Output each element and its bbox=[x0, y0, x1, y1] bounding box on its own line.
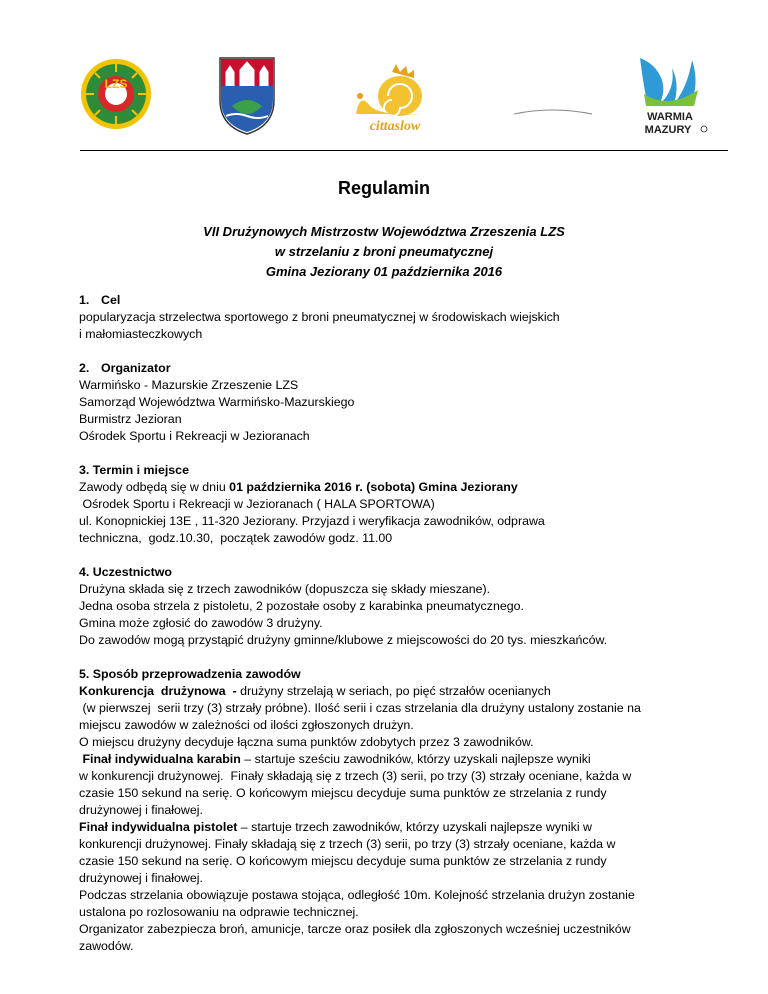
paragraph-line: Drużyna składa się z trzech zawodników (dopuszcza się składy mieszane). bbox=[79, 582, 491, 596]
paragraph-line: Warmińsko - Mazurskie Zrzeszenie LZS bbox=[79, 378, 299, 392]
gmina-crest-logo bbox=[218, 56, 276, 136]
paragraph-line: zawodów. bbox=[79, 939, 134, 953]
cittaslow-logo-text: cittaslow bbox=[369, 119, 421, 134]
section-organizator bbox=[79, 360, 719, 445]
warmia-line1: WARMIA bbox=[647, 111, 693, 123]
section-heading: 3. Termin i miejsce bbox=[79, 463, 189, 477]
page-title: Regulamin bbox=[337, 178, 430, 198]
section-heading: 1. Cel bbox=[79, 293, 121, 307]
paragraph-line: Do zawodów mogą przystąpić drużyny gminne/klubowe z miejscowości do 20 tys. mieszkańców. bbox=[79, 633, 608, 647]
paragraph-line: Podczas strzelania obowiązuje postawa stojąca, odległość 10m. Kolejność strzelania drużyn zostanie bbox=[79, 888, 635, 902]
paragraph-line: Gmina może zgłosić do zawodów 3 drużyny. bbox=[79, 616, 323, 630]
paragraph-line: drużynowej i finałowej. bbox=[79, 871, 203, 885]
paragraph-line: konkurencji drużynowej. Finały składają się z trzech (3) serii, po trzy (3) strzały oceniane, każda w bbox=[79, 837, 616, 851]
lzs-logo-text: LZS bbox=[104, 77, 128, 91]
warmia-line2: MAZURY bbox=[644, 124, 692, 136]
paragraph-line: O miejscu drużyny decyduje łączna suma punktów zdobytych przez 3 zawodników. bbox=[79, 735, 534, 749]
subtitle-line: Gmina Jeziorany 01 października 2016 bbox=[265, 264, 503, 279]
section-heading: 2. Organizator bbox=[79, 361, 171, 375]
paragraph-line: i małomiasteczkowych bbox=[79, 327, 203, 341]
logo-bar bbox=[0, 50, 768, 150]
paragraph-line: Jedna osoba strzela z pistoletu, 2 pozostałe osoby z karabinka pneumatycznego. bbox=[79, 599, 524, 613]
paragraph-line: Konkurencja drużynowa - drużyny strzelają w seriach, po pięć strzałów ocenianych bbox=[79, 684, 551, 698]
section-termin bbox=[79, 462, 719, 547]
section-heading: 5. Sposób przeprowadzenia zawodów bbox=[79, 667, 301, 681]
paragraph-line: ul. Konopnickiej 13E , 11-320 Jeziorany. Przyjazd i weryfikacja zawodników, odprawa bbox=[79, 514, 545, 528]
subtitle-line: w strzelaniu z broni pneumatycznej bbox=[274, 244, 494, 259]
paragraph-line: (w pierwszej serii trzy (3) strzały próbne). Ilość serii i czas strzelania dla drużyny ustalony zostanie na bbox=[79, 701, 641, 715]
paragraph-line: w konkurencji drużynowej. Finały składają się z trzech (3) serii, po trzy (3) strzały oceniane, każda w bbox=[79, 769, 632, 783]
section-sposob bbox=[79, 666, 719, 955]
section-uczestnictwo bbox=[79, 564, 719, 649]
paragraph-line: Samorząd Województwa Warmińsko-Mazurskiego bbox=[79, 395, 355, 409]
paragraph-line: Ośrodek Sportu i Rekreacji w Jezioranach ( HALA SPORTOWA) bbox=[79, 497, 435, 511]
paragraph-line: Burmistrz Jezioran bbox=[79, 412, 182, 426]
header-rule bbox=[80, 150, 728, 151]
cittaslow-logo bbox=[350, 62, 440, 134]
section-cel bbox=[79, 292, 719, 343]
paragraph-line: Organizator zabezpiecza broń, amunicje, tarcze oraz posiłek dla zgłoszonych wcześniej uczestników bbox=[79, 922, 631, 936]
paragraph-line: techniczna, godz.10.30, początek zawodów godz. 11.00 bbox=[79, 531, 393, 545]
document-body bbox=[79, 292, 719, 972]
subtitle-line: VII Drużynowych Mistrzostw Województwa Zrzeszenia LZS bbox=[203, 224, 565, 239]
lzs-logo bbox=[80, 58, 152, 130]
paragraph-line: drużynowej i finałowej. bbox=[79, 803, 203, 817]
paragraph-line: czasie 150 sekund na serię. O końcowym miejscu decyduje suma punktów ze strzelania z rundy bbox=[79, 786, 607, 800]
paragraph-line: Ośrodek Sportu i Rekreacji w Jezioranach bbox=[79, 429, 310, 443]
paragraph-line: popularyzacja strzelectwa sportowego z broni pneumatycznej w środowiskach wiejskich bbox=[79, 310, 560, 324]
paragraph-line: czasie 150 sekund na serię. O końcowym miejscu decyduje suma punktów ze strzelania z rundy bbox=[79, 854, 607, 868]
orsir-logo bbox=[508, 84, 596, 124]
paragraph-line: Finał indywidualna pistolet – startuje trzech zawodników, którzy uzyskali najlepsze wyniki w bbox=[79, 820, 592, 834]
paragraph-line: Zawody odbędą się w dniu 01 października 2016 r. (sobota) Gmina Jeziorany bbox=[79, 480, 518, 494]
paragraph-line: miejscu zawodów w zależności od ilości zgłoszonych drużyn. bbox=[79, 718, 414, 732]
paragraph-line: Finał indywidualna karabin – startuje sześciu zawodników, którzy uzyskali najlepsze wyniki bbox=[79, 752, 591, 766]
paragraph-line: ustalona po rozlosowaniu na odprawie technicznej. bbox=[79, 905, 359, 919]
subtitle bbox=[0, 222, 768, 282]
section-heading: 4. Uczestnictwo bbox=[79, 565, 172, 579]
warmia-mazury-logo bbox=[628, 50, 712, 136]
